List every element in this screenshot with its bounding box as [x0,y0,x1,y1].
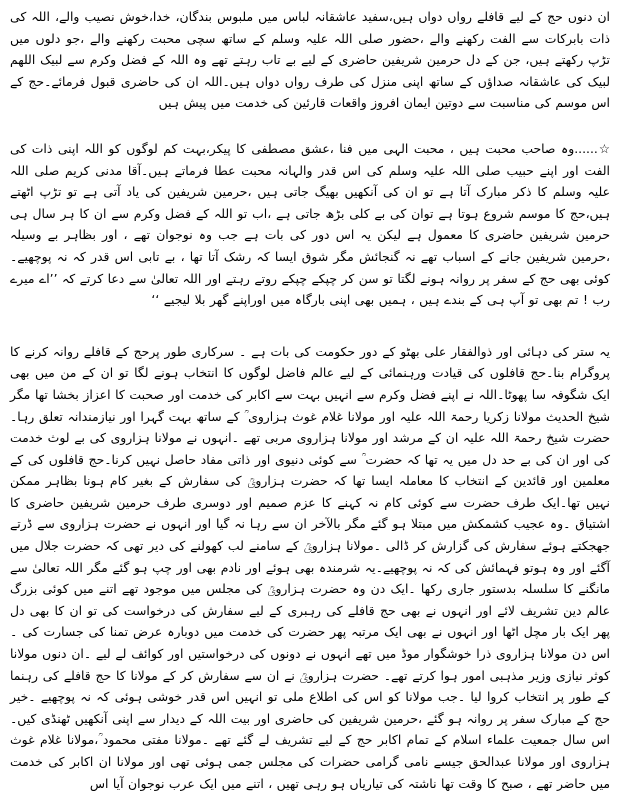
article-paragraph-intro: ان دنوں حج کے لیے قافلے رواں دواں ہیں،سفید عاشقانہ لباس میں ملبوس بندگان، خدا،خوش نصیب والے، اللہ کی ذات بابرکات سے الفت رکھنے والے ،حضور صلی اللہ علیہ وسلم کے ساتھ سچی محبت رکھنے والے ،جو دلوں میں تڑپ رکھتے ہیں، جن کے دل حرمین شریفین حاضری کے لیے بے تاب رہتے تھے وہ اللہ کے فضل وکرم سے لبیک اللھم لبیک کی عاشقانہ صداؤں کے ساتھ اپنی منزل کی طرف رواں دواں ہیں۔اللہ ان کی حاضری قبول فرمائے۔حج کے اس موسم کی مناسبت سے دوتین ایمان افروز واقعات قارئین کی خدمت میں پیش ہیں [10,9,610,111]
article-paragraph-story: یہ ستر کی دہائی اور ذوالفقار علی بھٹو کے دور حکومت کی بات ہے ۔ سرکاری طور پرحج کے قافلے روانہ کرنے کا پروگرام بنا۔حج قافلوں کی قیادت ورہنمائی کے لیے عالم فاضل لوگوں کا انتخاب ہونے لگا تو ان کے من میں بھی ایک شگوفہ سا پھوٹا۔اللہ نے اپنے فضل وکرم سے انہیں بہت سے اکابر کی خدمت اور صحبت کا اعزاز بخشا تھا مگر شیخ الحدیث مولانا زکریا رحمۃ اللہ علیہ اور مولانا غلام غوث ہزاروی ؒ کے ساتھ بہت گہرا اور نیازمندانہ تعلق رہا۔حضرت شیخ رحمۃ اللہ علیہ ان کے مرشد اور مولانا ہزاروی مربی تھے ۔انہوں نے مولانا ہزاروی کی بے لوث خدمت کی اور ان کی بے حد دل میں یہ تھا کہ حضرت ؒ سے کوئی دنیوی اور ذاتی مفاد حاصل نہیں کرنا۔حج قافلوں کی کے معلمین اور قائدین کے انتخاب کا معاملہ ایسا تھا کہ حضرت ہزارویؒ کی سفارش کے بغیر کام ہونا بظاہر ممکن نہیں تھا۔ایک طرف حضرت سے کوئی کام نہ کہنے کا عزم صمیم اور دوسری طرف حرمین شریفین حاضری کا اشتیاق ۔وہ عجیب کشمکش میں مبتلا ہو گئے مگر بالآخر ان سے رہا نہ گیا اور انہوں نے حضرت ہزاروی سے ڈرتے جھجکتے ہوئے سفارش کی گزارش کر ڈالی ۔مولانا ہزارویؒ کے سامنے لب کھولنے کی دیر تھی کہ حضرت جلال میں آگئے اور وہ ہوتو فہمائش کی کہ نہ پوچھیے۔یہ شرمندہ بھی ہوئے اور نادم بھی اور چپ ہو گئے مگر اللہ تعالیٰ سے مانگنے کا سلسلہ بدستور جاری رکھا ۔ایک دن وہ حضرت ہزارویؒ کی مجلس میں موجود تھے اتنے میں کوئی بزرگ عالم دین تشریف لائے اور انہوں نے بھی حج قافلے کی رہبری کے لیے سفارش کی درخواست کی تو ان کا بھی دل پھر ایک بار مچل اٹھا اور انہوں نے بھی ایک مرتبہ پھر حضرت کی خدمت میں دوبارہ عرض تمنا کی جسارت کی ۔اس دن مولانا ہزاروی ذرا خوشگوار موڈ میں تھے انہوں نے دونوں کی درخواستیں اور کوائف لے لیے ۔ان دنوں مولانا کوثر نیازی وزیر مذہبی امور ہوا کرتے تھے۔ حضرت ہزارویؒ نے ان سے سفارش کر کے مولانا کا حج قافلے کی رہنما کے طور پر انتخاب کروا لیا ۔جب مولانا کو اس کی اطلاع ملی تو انہیں اس قدر خوشی ہوئی کہ نہ پوچھیے ۔خیر حج کے مبارک سفر پر روانہ ہو گئے ،حرمین شریفین کی حاضری اور بیت اللہ کے دیدار سے اپنی آنکھیں ٹھنڈی کیں۔اس سال جمعیت علماء اسلام کے تمام اکابر حج کے لیے تشریف لے گئے تھے ۔مولانا مفتی محمود ؒ،مولانا غلام غوث ہزاروی اور مولانا عبدالحق جیسے نامی گرامی حضرات کی مجلس جمی ہوئی تھی اور مولانا ان اکابر کی خدمت میں حاضر تھے ، صبح کا وقت تھا ناشتہ کی تیاریاں ہو رہی تھیں ، اتنے میں ایک عرب نوجوان آیا اس [10,343,610,791]
article-paragraph-devotion: ☆......وہ صاحب محبت ہیں ، محبت الہی میں فنا ،عشق مصطفی کا پیکر،بہت کم لوگوں کو اللہ اپنی ذات کی الفت اور اپنے حبیب صلی اللہ علیہ وسلم کی اس قدر والہانہ محبت عطا فرماتے ہیں۔آقا مدنی کریم صلی اللہ علیہ وسلم کا ذکر مبارک آتا ہے تو ان کی آنکھیں بھیگ جاتی ہیں ،حرمین شریفین کی یاد آتی ہے تو تڑپ اٹھتے ہیں،حج کا موسم شروع ہوتا ہے توان کی بے کلی بڑھ جاتی ہے ،اب تو اللہ کے فضل وکرم سے ان کا ہر سال ہی حرمین شریفین حاضری کا معمول ہے لیکن یہ اس دور کی بات ہے جب وہ نوجوان تھے ، اور بظاہر بے وسیلہ ،حرمین شریفین جانے کے اسباب تھے نہ گنجائش مگر شوق ایسا کہ رشک آتا تھا ، بے تابی اس قدر کہ نہ پوچھیے۔کوئی بھی حج کے سفر پر روانہ ہونے لگتا تو سن کر چپکے چپکے روتے رہتے اور اللہ تعالیٰ سے دعا کرتے کہ ’’اے میرے رب ! تم بھی تو آپ ہی کے بندے ہیں ، ہمیں بھی اپنی بارگاہ میں اوراپنے گھر بلا لیجیے ‘‘ [10,140,610,308]
